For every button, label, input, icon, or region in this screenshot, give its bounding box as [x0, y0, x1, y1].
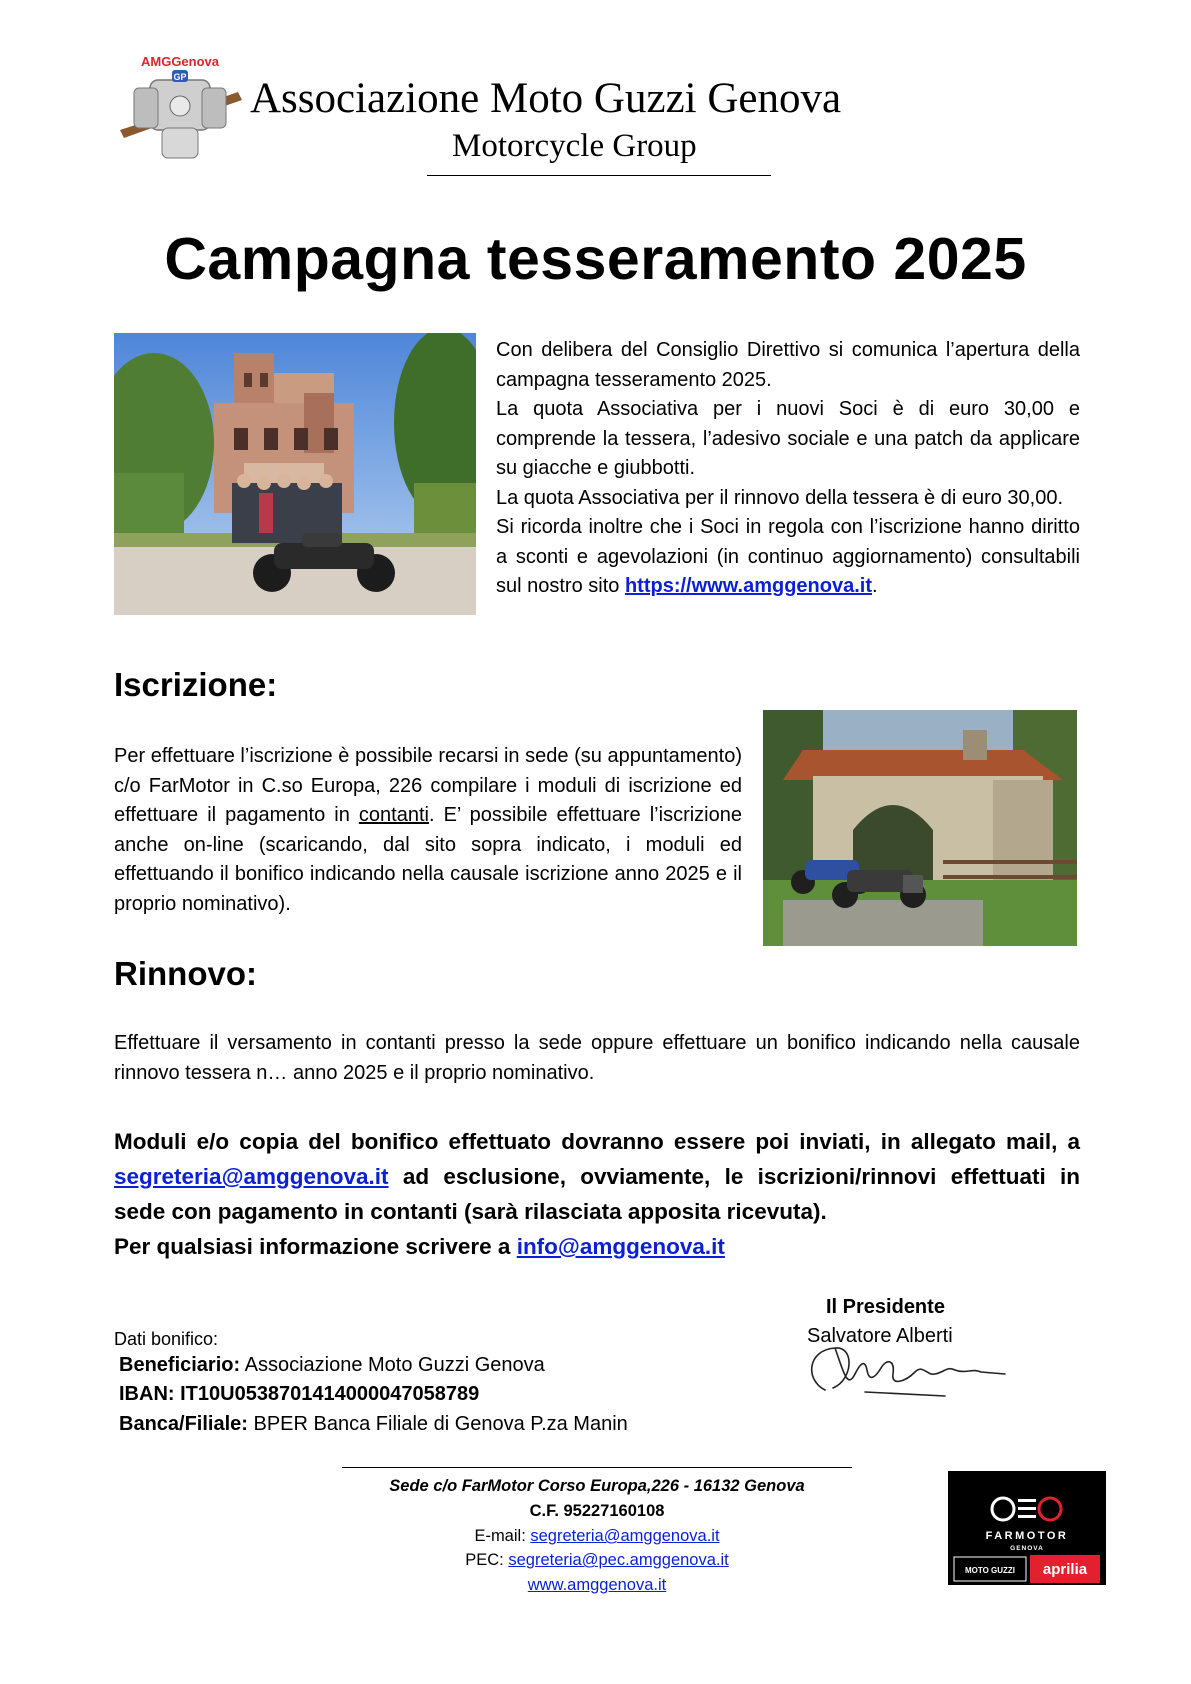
iban-line: IBAN: IT10U0538701414000047058789 — [119, 1383, 480, 1405]
iscrizione-text: Per effettuare l’iscrizione è possibile recarsi in sede (su appuntamento) c/o FarMotor in C.so Europa, 226 compilare i moduli di iscrizione ed effettuare il pagamento in contanti. E’ possibile effettuare l’iscrizione anche on-line (scaricando, dal sito sopra indicato, i moduli ed effettuando il bonifico indicando nella causale iscrizione anno 2025 e il proprio nominativo). — [114, 745, 742, 915]
amg-logo — [116, 54, 244, 172]
intro-text — [496, 336, 1080, 602]
intro-paragraph: Si ricorda inoltre che i Soci in regola con l’iscrizione hanno diritto a sconti e agevolazioni (in continuo aggiornamento) consultabili sul nostro sito https://www.amggenova.it. — [496, 516, 1080, 597]
aprilia-brand: aprilia — [1042, 1561, 1088, 1578]
president-name: Salvatore Alberti — [807, 1325, 953, 1347]
moto-guzzi-brand: MOTO GUZZI — [964, 1566, 1016, 1575]
banca-line: Banca/Filiale: BPER Banca Filiale di Genova P.za Manin — [119, 1413, 628, 1435]
beneficiario-line: Beneficiario: Associazione Moto Guzzi Genova — [119, 1354, 545, 1376]
arch-photo — [763, 710, 1077, 946]
footer-email: E-mail: segreteria@amggenova.it — [474, 1527, 720, 1545]
org-subtitle: Motorcycle Group — [452, 128, 697, 164]
castle-photo — [114, 333, 476, 615]
footer-address: Sede c/o FarMotor Corso Europa,226 - 16132 Genova — [389, 1477, 805, 1495]
footer-website-link[interactable]: www.amggenova.it — [527, 1576, 667, 1594]
submission-notice: Moduli e/o copia del bonifico effettuato dovranno essere poi inviati, in allegato mail, a segreteria@amggenova.it ad esclusione, ovviamente, le iscrizioni/rinnovi effettuati in sede con pagamento in contanti (sarà rilasciata apposita ricevuta). Per qualsiasi informazione scrivere a info@amggenova.it — [114, 1129, 1080, 1259]
bank-details-label: Dati bonifico: — [114, 1329, 219, 1349]
info-email-link[interactable]: info@amggenova.it — [516, 1234, 725, 1259]
farmotor-name: FARMOTOR — [985, 1530, 1069, 1542]
intro-paragraph: Con delibera del Consiglio Direttivo si comunica l’apertura della campagna tesseramento 2025. — [496, 339, 1080, 391]
signature — [795, 1330, 1015, 1404]
intro-paragraph: La quota Associativa per i nuovi Soci è di euro 30,00 e comprende la tessera, l’adesivo sociale e una patch da applicare su giacche e giubbotti. — [496, 398, 1080, 479]
footer-cf: C.F. 95227160108 — [529, 1502, 665, 1520]
svg-text:GP: GP — [173, 72, 187, 82]
footer-website — [342, 1573, 852, 1598]
iscrizione-heading: Iscrizione: — [114, 666, 278, 703]
footer-email-link[interactable]: segreteria@amggenova.it — [530, 1527, 720, 1545]
farmotor-logo — [948, 1471, 1106, 1585]
farmotor-city: GENOVA — [1010, 1545, 1044, 1552]
rinnovo-heading: Rinnovo: — [114, 955, 257, 992]
org-name: Associazione Moto Guzzi Genova — [250, 75, 842, 122]
svg-text:AMGGenova: AMGGenova — [140, 54, 220, 69]
footer-pec-link[interactable]: segreteria@pec.amggenova.it — [508, 1551, 729, 1569]
page-title: Campagna tesseramento 2025 — [164, 226, 1027, 292]
website-link[interactable]: https://www.amggenova.it — [624, 575, 873, 597]
rinnovo-text: Effettuare il versamento in contanti presso la sede oppure effettuare un bonifico indicando nella causale rinnovo tessera n… anno 2025 e il proprio nominativo. — [114, 1032, 1080, 1084]
header-divider — [427, 175, 771, 176]
president-title: Il Presidente — [826, 1296, 945, 1318]
intro-paragraph: La quota Associativa per il rinnovo della tessera è di euro 30,00. — [496, 486, 1064, 509]
footer-pec: PEC: segreteria@pec.amggenova.it — [465, 1551, 729, 1569]
footer-divider — [342, 1467, 852, 1468]
segreteria-email-link[interactable]: segreteria@amggenova.it — [114, 1164, 389, 1189]
